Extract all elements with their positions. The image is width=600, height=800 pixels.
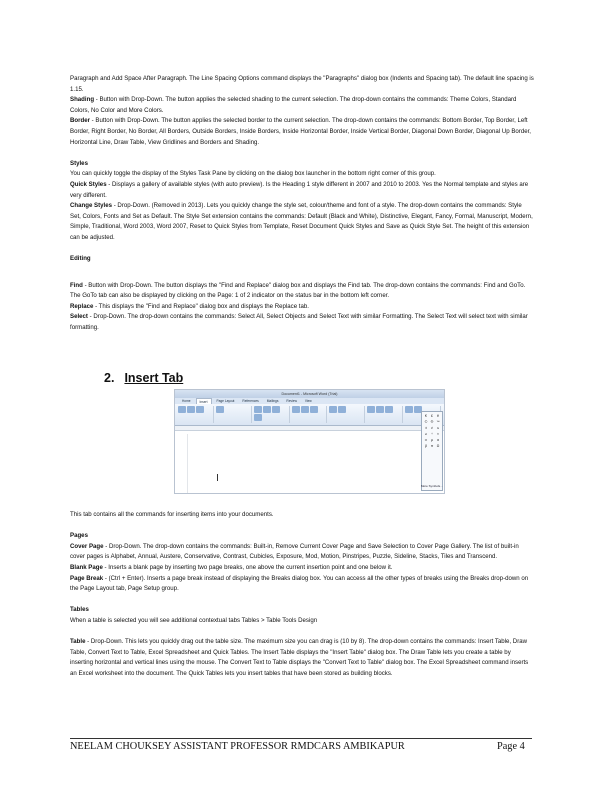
ribbon-tab: Mailings <box>266 399 279 403</box>
tables-heading: Tables <box>70 606 89 614</box>
shading-text: - Button with Drop-Down. The button applies the selected shading to the current selection. The drop-down contains the commands: Theme Colors, Standard Colors, No Color and More Colors. <box>70 96 517 114</box>
ribbon-group <box>292 406 328 423</box>
page-break-label: Page Break <box>70 574 104 582</box>
table-text: - Drop-Down. This lets you quickly drag out the table size. The maximum size you can drag is (10 by 8). The drop-down contains the commands: Insert Table, Draw Table, Convert Text to Table, Excel Spreadsheet and Quick Tables. The Insert Table displays the "Insert Table" dialog box. The Draw Table lets you create a table by inserting horizontal and vertical lines using the mouse. The Convert Text to Table displays the "Convert Text to Table" dialog box. The Excel Spreadsheet command inserts an Excel worksheet into the document. The Quick Tables lets you insert tables that have been stored as building blocks. <box>70 638 529 677</box>
quick-styles-paragraph <box>70 180 534 201</box>
change-styles-paragraph <box>70 201 534 243</box>
page-break-paragraph <box>70 574 534 595</box>
editing-heading: Editing <box>70 255 91 263</box>
border-label: Border <box>70 117 90 125</box>
find-text: - Button with Drop-Down. The button displays the "Find and Replace" dialog box and displays the Find tab. The drop-down contains the commands: Find and GoTo. The GoTo tab can also be displayed by clicking on the Page: 1 of 2 indicator on the status bar in the bottom left corner. <box>70 281 526 300</box>
cover-page-label: Cover Page <box>70 542 104 550</box>
replace-label: Replace <box>70 302 94 310</box>
find-paragraph <box>70 281 534 302</box>
ribbon-group <box>329 406 365 423</box>
ribbon-tab: Home <box>182 399 191 403</box>
ribbon-group <box>216 406 252 423</box>
blank-page-text: - Inserts a blank page by inserting two page breaks, one above the current insertion point and one below it. <box>102 563 393 571</box>
tables-text: When a table is selected you will see additional contextual tabs Tables > Table Tools Design <box>70 616 318 624</box>
find-label: Find <box>70 281 83 289</box>
border-text: - Button with Drop-Down. The button applies the selected border to the current selection. The drop-down contains the commands: Bottom Border, Top Border, Left Border, Right Border, No Border, All Borders, Outside Borders, Inside Borders, Inside Horizontal Border, Inside Vertical Border, Diagonal Down Border, Diagonal Up Border, Horizontal Line, Draw Table, View Gridlines and Borders and Shading. <box>70 117 531 146</box>
word-insert-tab-screenshot <box>174 389 445 494</box>
change-styles-label: Change Styles <box>70 202 112 210</box>
replace-paragraph <box>70 302 534 313</box>
ribbon-tab: View <box>304 399 312 403</box>
shading-paragraph <box>70 95 534 116</box>
ribbon-tab-active: Insert <box>196 398 212 404</box>
section-heading <box>104 371 183 385</box>
replace-text: - This displays the "Find and Replace" dialog box and displays the Replace tab. <box>93 302 309 310</box>
section-title: Insert Tab <box>124 371 184 385</box>
select-text: - Drop-Down. The drop-down contains the commands: Select All, Select Objects and Select Text with similar Formatting. The Select Text will select text with similar formatting. <box>70 313 528 332</box>
ruler <box>175 426 444 431</box>
quick-styles-label: Quick Styles <box>70 180 107 188</box>
blank-page-label: Blank Page <box>70 563 103 571</box>
document-canvas <box>187 434 378 494</box>
insert-tab-text <box>70 510 534 680</box>
select-paragraph <box>70 312 534 333</box>
symbol-dropdown: € £ ¥ © ® ™ ± ≠ ≤ ≥ ÷ × ∞ µ α β π Ω <box>421 411 443 491</box>
cover-page-paragraph <box>70 542 534 563</box>
blank-page-paragraph <box>70 563 534 574</box>
ribbon-tab: References <box>242 399 259 403</box>
more-symbols-item: More Symbols... <box>421 484 443 488</box>
styles-heading: Styles <box>70 159 88 167</box>
ribbon <box>175 404 444 426</box>
styles-text: You can quickly toggle the display of the Styles Task Pane by clicking on the dialog box launcher in the bottom right corner of this group. <box>70 170 436 178</box>
table-paragraph <box>70 637 534 679</box>
section-number: 2. <box>104 371 115 385</box>
quick-styles-text: - Displays a gallery of available styles (with auto preview). Is the Heading 1 style different in 2007 and 2010 to 2003. Yes the Normal template and styles are very different. <box>70 180 529 199</box>
border-paragraph <box>70 116 534 148</box>
insert-intro: This tab contains all the commands for inserting items into your documents. <box>70 511 274 518</box>
page-break-text: - (Ctrl + Enter). Inserts a page break instead of displaying the Breaks dialog box. You can access all the other types of breaks using the Breaks drop-down on the Page Layout tab, Page Setup group. <box>70 574 529 593</box>
table-label: Table <box>70 638 86 646</box>
shading-label: Shading <box>70 96 95 104</box>
body-text <box>70 74 534 334</box>
footer-divider <box>70 738 532 739</box>
window-title: Document1 - Microsoft Word (Trial) <box>175 390 444 398</box>
ribbon-group <box>367 406 403 423</box>
paragraph-spacing-text: Paragraph and Add Space After Paragraph. The Line Spacing Options command displays the "Paragraphs" dialog box (Indents and Spacing tab). The default line spacing is 1.15. <box>70 75 534 93</box>
pages-heading: Pages <box>70 532 88 540</box>
cover-page-text: - Drop-Down. The drop-down contains the commands: Built-in, Remove Current Cover Page and Save Selection to Cover Page Gallery. The list of built-in cover pages is Alphabet, Annual, Austere, Conservative, Contrast, Cubicles, Exposure, Mod, Motion, Pinstripes, Puzzle, Sideline, Stacks, Tiles and Transcend. <box>70 542 519 561</box>
ribbon-group <box>254 406 290 423</box>
select-label: Select <box>70 313 88 321</box>
ribbon-group <box>178 406 214 423</box>
footer-author: NEELAM CHOUKSEY ASSISTANT PROFESSOR RMDCARS AMBIKAPUR <box>70 741 405 752</box>
text-cursor <box>217 474 218 481</box>
change-styles-text: - Drop-Down. (Removed in 2013). Lets you quickly change the style set, colour/theme and font of a style. The drop-down contains the commands: Style Set, Colors, Fonts and Set as Default. The Style Set extension contains the commands: Default (Black and White), Distinctive, Elegant, Fancy, Formal, Manuscript, Modern, Simple, Traditional, Word 2003, Word 2007, Reset to Quick Styles from Template, Reset Document Quick Styles and Save as Quick Style Set. The height of this extension can be adjusted. <box>70 202 533 241</box>
ribbon-tab: Review <box>286 399 297 403</box>
page-number: Page 4 <box>497 741 525 752</box>
ribbon-tab: Page Layout <box>216 399 235 403</box>
